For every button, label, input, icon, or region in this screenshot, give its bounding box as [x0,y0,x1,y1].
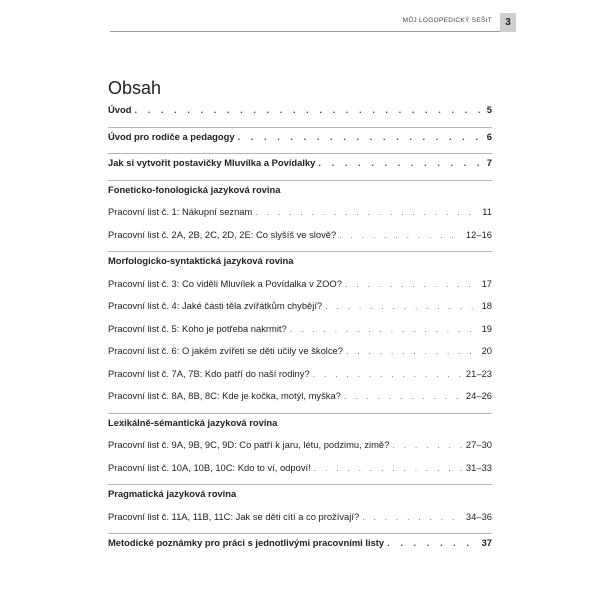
toc-entry-metodicke[interactable] [108,537,492,560]
page-number-badge: 3 [500,13,516,32]
toc-entry-label: Úvod [108,104,132,115]
toc-entry-label: Pracovní list č. 11A, 11B, 11C: Jak se děti cítí a co prožívají? [108,510,360,522]
toc-entry[interactable] [108,390,492,413]
toc-entry[interactable] [108,300,492,323]
toc-entry-label: Pracovní list č. 10A, 10B, 10C: Kdo to ví, odpoví! [108,461,311,473]
toc-leader [314,462,463,473]
toc-entry-label: Pracovní list č. 9A, 9B, 9C, 9D: Co patří k jaru, létu, podzimu, zimě? [108,439,390,450]
toc-leader [346,345,479,356]
toc-entry[interactable] [108,462,492,485]
toc-entry[interactable] [108,323,492,346]
toc-divider [108,251,492,252]
toc-leader [344,390,463,401]
toc-entry-label: Jak si vytvořit postavičky Mluvílka a Povídalky [108,157,316,168]
toc-leader [238,131,484,142]
toc-entry-page: 7 [486,157,492,168]
toc-entry-page: 34–36 [465,510,492,522]
toc-entry-uvod-rodice[interactable] [108,131,492,154]
toc-entry[interactable] [108,368,492,391]
toc-section-heading: Morfologicko-syntaktická jazyková rovina [108,255,294,266]
toc-divider [108,533,492,534]
header-title: MŮJ LOGOPEDICKÝ SEŠIT [402,17,492,24]
toc-entry-page: 31–33 [465,461,492,473]
toc-entry-page: 27–30 [465,439,492,450]
toc-leader [134,104,483,115]
toc-entry[interactable] [108,345,492,368]
toc-entry-page: 37 [481,537,492,548]
toc-entry-label: Pracovní list č. 1: Nákupní seznam [108,206,253,217]
toc-entry-page: 19 [481,322,492,334]
toc-leader [313,368,463,379]
toc-entry-label: Pracovní list č. 7A, 7B: Kdo patří do naší rodiny? [108,367,310,379]
toc-leader [255,206,479,217]
toc-section-heading: Pragmatická jazyková rovina [108,488,237,499]
toc-entry-page: 12–16 [465,228,492,240]
toc-entry-postavicky[interactable] [108,157,492,180]
toc-leader [392,439,463,450]
page-header [0,8,600,32]
toc-entry-label: Pracovní list č. 3: Co viděli Mluvílek a Povídalka v ZOO? [108,277,342,289]
toc-leader [345,278,479,289]
toc-section-heading: Foneticko-fonologická jazyková rovina [108,183,281,195]
toc-entry[interactable] [108,229,492,252]
toc-leader [339,229,463,240]
toc-entry-uvod[interactable] [108,104,492,127]
toc-entry-page: 11 [482,206,492,217]
toc-entry-label: Pracovní list č. 8A, 8B, 8C: Kde je kočka, motýl, myška? [108,390,341,401]
toc-entry-label: Pracovní list č. 4: Jaké části těla zvířátkům chybějí? [108,300,323,311]
toc-entry[interactable] [108,278,492,301]
toc-leader [387,537,478,548]
table-of-contents [108,104,492,560]
toc-entry-page: 5 [486,104,492,115]
toc-entry-page: 20 [481,345,492,356]
toc-leader [290,323,479,334]
toc-entry-label: Úvod pro rodiče a pedagogy [108,130,235,142]
toc-leader [318,157,483,168]
toc-title: Obsah [108,78,162,98]
toc-divider [108,153,492,154]
toc-entry-label: Pracovní list č. 6: O jakém zvířeti se děti učily ve školce? [108,345,343,356]
toc-divider [108,413,492,414]
toc-entry-page: 6 [486,130,492,142]
toc-leader [362,511,463,522]
toc-entry-page: 17 [481,277,492,289]
toc-entry-label: Pracovní list č. 5: Koho je potřeba nakrmit? [108,322,287,334]
header-rule [110,31,506,32]
toc-section-heading: Lexikálně-sémantická jazyková rovina [108,416,278,428]
toc-divider [108,127,492,128]
toc-divider [108,484,492,485]
toc-entry[interactable] [108,511,492,534]
toc-entry-page: 24–26 [465,390,492,401]
toc-entry-page: 21–23 [465,367,492,379]
toc-leader [325,300,478,311]
toc-entry[interactable] [108,206,492,229]
toc-entry-page: 18 [481,300,492,311]
toc-entry-label: Metodické poznámky pro práci s jednotlivými pracovními listy [108,537,385,548]
toc-divider [108,180,492,181]
toc-entry-label: Pracovní list č. 2A, 2B, 2C, 2D, 2E: Co slyšíš ve slově? [108,228,337,240]
toc-entry[interactable] [108,439,492,462]
